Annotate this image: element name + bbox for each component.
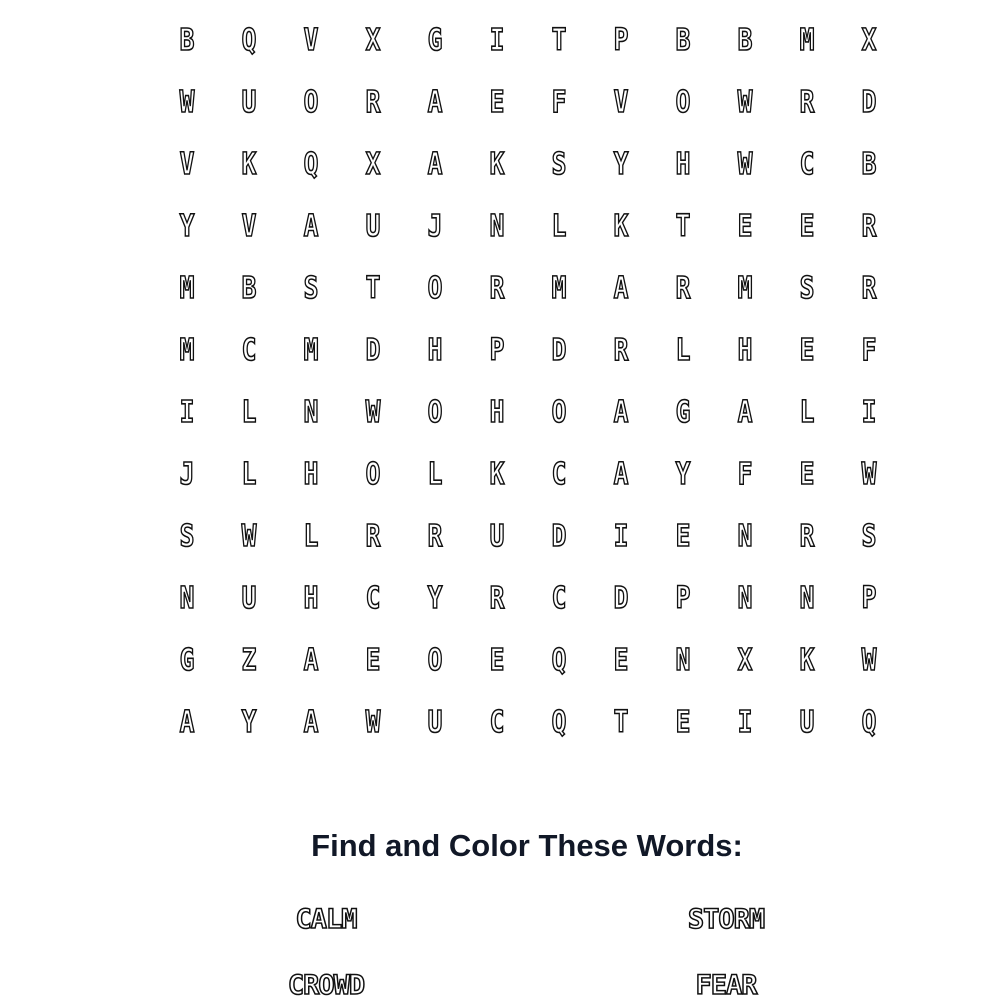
- grid-letter[interactable]: W: [737, 147, 753, 182]
- grid-letter[interactable]: G: [427, 23, 443, 58]
- grid-letter[interactable]: V: [179, 147, 195, 182]
- grid-letter[interactable]: A: [737, 395, 753, 430]
- grid-letter[interactable]: R: [427, 519, 443, 554]
- grid-letter[interactable]: R: [861, 271, 877, 306]
- grid-letter[interactable]: M: [737, 271, 753, 306]
- grid-letter[interactable]: N: [799, 581, 815, 616]
- grid-letter[interactable]: N: [179, 581, 195, 616]
- grid-letter[interactable]: B: [861, 147, 877, 182]
- grid-letter[interactable]: Q: [551, 643, 567, 678]
- grid-letter[interactable]: Q: [551, 705, 567, 740]
- grid-letter[interactable]: S: [303, 271, 319, 306]
- grid-letter[interactable]: K: [489, 457, 505, 492]
- grid-letter[interactable]: C: [241, 333, 257, 368]
- grid-letter[interactable]: W: [241, 519, 257, 554]
- grid-letter[interactable]: E: [737, 209, 753, 244]
- grid-letter[interactable]: H: [737, 333, 753, 368]
- grid-letter[interactable]: S: [551, 147, 567, 182]
- grid-letter[interactable]: O: [427, 643, 443, 678]
- grid-letter[interactable]: Q: [303, 147, 319, 182]
- grid-letter[interactable]: P: [861, 581, 877, 616]
- grid-letter[interactable]: U: [799, 705, 815, 740]
- grid-letter[interactable]: D: [551, 519, 567, 554]
- grid-letter[interactable]: D: [613, 581, 629, 616]
- grid-letter[interactable]: T: [675, 209, 691, 244]
- grid-letter[interactable]: R: [799, 85, 815, 120]
- grid-letter[interactable]: A: [179, 705, 195, 740]
- grid-letter[interactable]: L: [427, 457, 443, 492]
- grid-letter[interactable]: U: [427, 705, 443, 740]
- grid-letter[interactable]: W: [179, 85, 195, 120]
- grid-letter[interactable]: A: [303, 643, 319, 678]
- grid-letter[interactable]: O: [675, 85, 691, 120]
- grid-letter[interactable]: S: [179, 519, 195, 554]
- grid-letter[interactable]: R: [489, 581, 505, 616]
- grid-letter[interactable]: N: [489, 209, 505, 244]
- grid-letter[interactable]: H: [675, 147, 691, 182]
- grid-letter[interactable]: O: [551, 395, 567, 430]
- grid-letter[interactable]: K: [613, 209, 629, 244]
- grid-letter[interactable]: X: [737, 643, 753, 678]
- grid-letter[interactable]: C: [365, 581, 381, 616]
- grid-letter[interactable]: E: [613, 643, 629, 678]
- grid-letter[interactable]: O: [427, 271, 443, 306]
- grid-letter[interactable]: E: [489, 85, 505, 120]
- grid-letter[interactable]: A: [613, 457, 629, 492]
- grid-letter[interactable]: E: [799, 333, 815, 368]
- grid-letter[interactable]: A: [303, 209, 319, 244]
- grid-letter[interactable]: I: [861, 395, 877, 430]
- grid-letter[interactable]: X: [861, 23, 877, 58]
- grid-letter[interactable]: R: [365, 85, 381, 120]
- grid-letter[interactable]: Q: [861, 705, 877, 740]
- grid-letter[interactable]: F: [737, 457, 753, 492]
- grid-letter[interactable]: F: [551, 85, 567, 120]
- grid-letter[interactable]: L: [551, 209, 567, 244]
- grid-letter[interactable]: C: [489, 705, 505, 740]
- grid-letter[interactable]: R: [861, 209, 877, 244]
- grid-letter[interactable]: L: [241, 457, 257, 492]
- grid-letter[interactable]: N: [675, 643, 691, 678]
- grid-letter[interactable]: I: [737, 705, 753, 740]
- grid-letter[interactable]: W: [365, 395, 381, 430]
- grid-letter[interactable]: V: [613, 85, 629, 120]
- grid-letter[interactable]: E: [799, 457, 815, 492]
- grid-letter[interactable]: H: [303, 457, 319, 492]
- grid-letter[interactable]: X: [365, 147, 381, 182]
- grid-letter[interactable]: G: [179, 643, 195, 678]
- grid-letter[interactable]: U: [241, 85, 257, 120]
- grid-letter[interactable]: E: [675, 705, 691, 740]
- grid-letter[interactable]: B: [241, 271, 257, 306]
- grid-letter[interactable]: B: [675, 23, 691, 58]
- grid-letter[interactable]: N: [303, 395, 319, 430]
- grid-letter[interactable]: V: [241, 209, 257, 244]
- grid-letter[interactable]: U: [365, 209, 381, 244]
- grid-letter[interactable]: C: [551, 581, 567, 616]
- grid-letter[interactable]: N: [737, 519, 753, 554]
- grid-letter[interactable]: O: [427, 395, 443, 430]
- grid-letter[interactable]: L: [303, 519, 319, 554]
- grid-letter[interactable]: Z: [241, 643, 257, 678]
- grid-letter[interactable]: M: [179, 333, 195, 368]
- grid-letter[interactable]: E: [365, 643, 381, 678]
- grid-letter[interactable]: O: [303, 85, 319, 120]
- grid-letter[interactable]: I: [613, 519, 629, 554]
- grid-letter[interactable]: M: [179, 271, 195, 306]
- grid-letter[interactable]: W: [737, 85, 753, 120]
- grid-letter[interactable]: P: [613, 23, 629, 58]
- grid-letter[interactable]: H: [303, 581, 319, 616]
- grid-letter[interactable]: E: [799, 209, 815, 244]
- grid-letter[interactable]: N: [737, 581, 753, 616]
- grid-letter[interactable]: H: [489, 395, 505, 430]
- grid-letter[interactable]: W: [861, 643, 877, 678]
- grid-letter[interactable]: R: [613, 333, 629, 368]
- grid-letter[interactable]: A: [427, 147, 443, 182]
- grid-letter[interactable]: A: [427, 85, 443, 120]
- grid-letter[interactable]: I: [489, 23, 505, 58]
- grid-letter[interactable]: Y: [241, 705, 257, 740]
- grid-letter[interactable]: W: [861, 457, 877, 492]
- grid-letter[interactable]: M: [551, 271, 567, 306]
- grid-letter[interactable]: J: [179, 457, 195, 492]
- word-search-grid: [156, 10, 900, 754]
- grid-letter[interactable]: E: [489, 643, 505, 678]
- grid-letter[interactable]: P: [675, 581, 691, 616]
- grid-letter[interactable]: A: [613, 395, 629, 430]
- grid-letter[interactable]: J: [427, 209, 443, 244]
- grid-letter[interactable]: M: [799, 23, 815, 58]
- grid-letter[interactable]: W: [365, 705, 381, 740]
- word-list-item: FEAR: [695, 970, 757, 1001]
- grid-letter[interactable]: M: [303, 333, 319, 368]
- word-list-item: CROWD: [287, 970, 365, 1001]
- grid-letter[interactable]: A: [303, 705, 319, 740]
- grid-letter[interactable]: T: [365, 271, 381, 306]
- grid-letter[interactable]: Y: [613, 147, 629, 182]
- grid-letter[interactable]: B: [179, 23, 195, 58]
- grid-letter[interactable]: K: [241, 147, 257, 182]
- grid-letter[interactable]: K: [799, 643, 815, 678]
- grid-letter[interactable]: T: [613, 705, 629, 740]
- grid-letter[interactable]: L: [675, 333, 691, 368]
- grid-letter[interactable]: R: [675, 271, 691, 306]
- word-list-item: CALM: [295, 904, 357, 935]
- grid-letter[interactable]: D: [551, 333, 567, 368]
- grid-letter[interactable]: L: [241, 395, 257, 430]
- grid-letter[interactable]: E: [675, 519, 691, 554]
- word-list-item: STORM: [687, 904, 765, 935]
- grid-letter[interactable]: H: [427, 333, 443, 368]
- grid-letter[interactable]: L: [799, 395, 815, 430]
- grid-letter[interactable]: D: [365, 333, 381, 368]
- grid-letter[interactable]: I: [179, 395, 195, 430]
- grid-letter[interactable]: U: [489, 519, 505, 554]
- grid-letter[interactable]: S: [861, 519, 877, 554]
- grid-letter[interactable]: R: [799, 519, 815, 554]
- grid-letter[interactable]: C: [799, 147, 815, 182]
- grid-letter[interactable]: T: [551, 23, 567, 58]
- grid-letter[interactable]: Y: [179, 209, 195, 244]
- grid-letter[interactable]: R: [365, 519, 381, 554]
- grid-letter[interactable]: Y: [427, 581, 443, 616]
- grid-letter[interactable]: A: [613, 271, 629, 306]
- word-list-heading: Find and Color These Words:: [311, 828, 743, 863]
- grid-letter[interactable]: G: [675, 395, 691, 430]
- grid-letter[interactable]: U: [241, 581, 257, 616]
- grid-letter[interactable]: S: [799, 271, 815, 306]
- grid-letter[interactable]: Y: [675, 457, 691, 492]
- grid-letter[interactable]: Q: [241, 23, 257, 58]
- grid-letter[interactable]: C: [551, 457, 567, 492]
- grid-letter[interactable]: O: [365, 457, 381, 492]
- word-list: [0, 900, 1000, 1000]
- grid-letter[interactable]: P: [489, 333, 505, 368]
- grid-letter[interactable]: F: [861, 333, 877, 368]
- grid-letter[interactable]: V: [303, 23, 319, 58]
- grid-letter[interactable]: X: [365, 23, 381, 58]
- grid-letter[interactable]: K: [489, 147, 505, 182]
- grid-letter[interactable]: B: [737, 23, 753, 58]
- grid-letter[interactable]: R: [489, 271, 505, 306]
- grid-letter[interactable]: D: [861, 85, 877, 120]
